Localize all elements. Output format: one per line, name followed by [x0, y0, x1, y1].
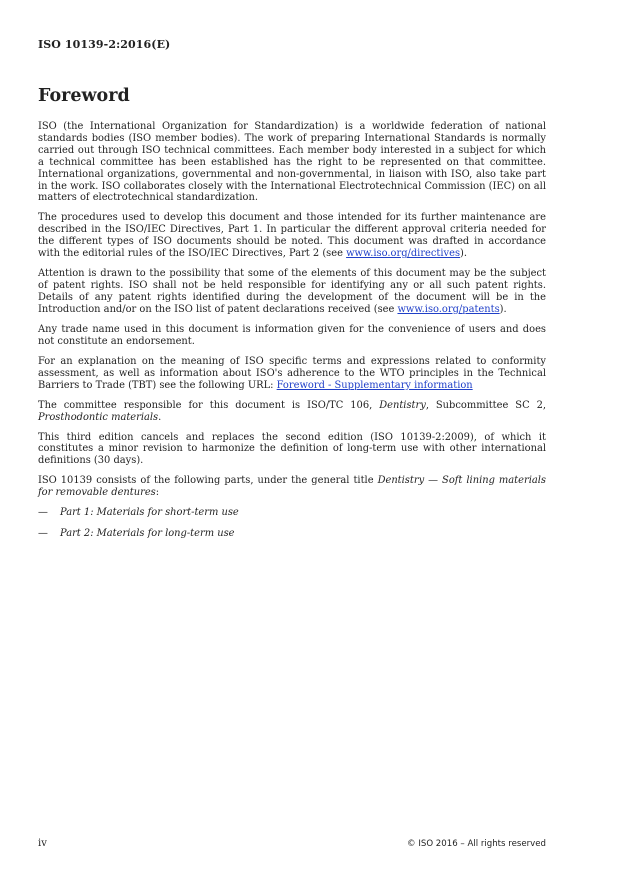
paragraph-procedures: [38, 212, 546, 260]
committee-text-e: .: [158, 411, 162, 423]
list-item: [38, 507, 546, 519]
supplementary-info-link[interactable]: Foreword - Supplementary information: [276, 379, 473, 391]
paragraph-patents: [38, 268, 546, 316]
page-number: iv: [38, 838, 47, 849]
committee-subcommittee-name: Prosthodontic materials: [38, 411, 159, 423]
parts-general-title: Dentistry — Soft lining materials for removable dentures: [38, 475, 546, 499]
list-item-label: Part 2: Materials for long-term use: [60, 527, 235, 539]
list-dash: —: [38, 507, 48, 519]
foreword-body: [38, 121, 546, 548]
paragraph-parts-intro: [38, 475, 546, 499]
document-number-header: ISO 10139-2:2016(E): [38, 38, 171, 51]
committee-dentistry: Dentistry: [379, 399, 426, 411]
parts-intro-end: :: [155, 487, 160, 499]
directives-link[interactable]: www.iso.org/directives: [346, 248, 461, 260]
committee-text-c: , Subcommittee SC 2,: [425, 399, 546, 411]
paragraph-procedures-text: The procedures used to develop this document and those intended for its further maintenance are described in the ISO/IEC Directives, Part 1. In particular the different approval criteria needed for the different types of ISO documents should be noted. This document was drafted in accordance with the editorial rules of the ISO/IEC Directives, Part 2 (see: [38, 212, 546, 260]
patents-link[interactable]: www.iso.org/patents: [397, 303, 500, 315]
parts-intro-text: ISO 10139 consists of the following parts, under the general title: [38, 475, 378, 487]
committee-text-a: The committee responsible for this document is ISO/TC 106,: [38, 399, 380, 411]
list-item-label: Part 1: Materials for short-term use: [60, 507, 239, 519]
paragraph-edition: This third edition cancels and replaces the second edition (ISO 10139-2:2009), of which it constitutes a minor revision to harmonize the definition of long-term use with other international definitions (30 days).: [38, 431, 546, 467]
list-dash: —: [38, 527, 48, 539]
paragraph-patents-end: ).: [499, 303, 507, 315]
paragraph-patents-text: Attention is drawn to the possibility that some of the elements of this document may be the subject of patent rights. ISO shall not be held responsible for identifying any or all such patent rights. Details of any patent rights identified during the development of the document will be in the Introduction and/or on the ISO list of patent declarations received (see: [38, 268, 546, 315]
paragraph-trade-name: Any trade name used in this document is information given for the convenience of users and does not constitute an endorsement.: [38, 323, 546, 347]
paragraph-iso-intro: ISO (the International Organization for Standardization) is a worldwide federation of national standards bodies (ISO member bodies). The work of preparing International Standards is normally carried out through ISO technical committees. Each member body interested in a subject for which a technical committee has been established has the right to be represented on that committee. International organizations, governmental and non-governmental, in liaison with ISO, also take part in the work. ISO collaborates closely with the International Electrotechnical Commission (IEC) on all matters of electrotechnical standardization.: [38, 121, 546, 204]
paragraph-conformity-text: For an explanation on the meaning of ISO specific terms and expressions related to conformity assessment, as well as information about ISO's adherence to the WTO principles in the Technical Barriers to Trade (TBT) see the following URL:: [38, 355, 546, 391]
page-title: Foreword: [38, 86, 130, 106]
paragraph-committee: [38, 400, 546, 424]
copyright-notice: © ISO 2016 – All rights reserved: [407, 839, 546, 849]
paragraph-conformity: [38, 356, 546, 392]
paragraph-procedures-end: ).: [460, 248, 468, 260]
list-item: [38, 528, 546, 540]
